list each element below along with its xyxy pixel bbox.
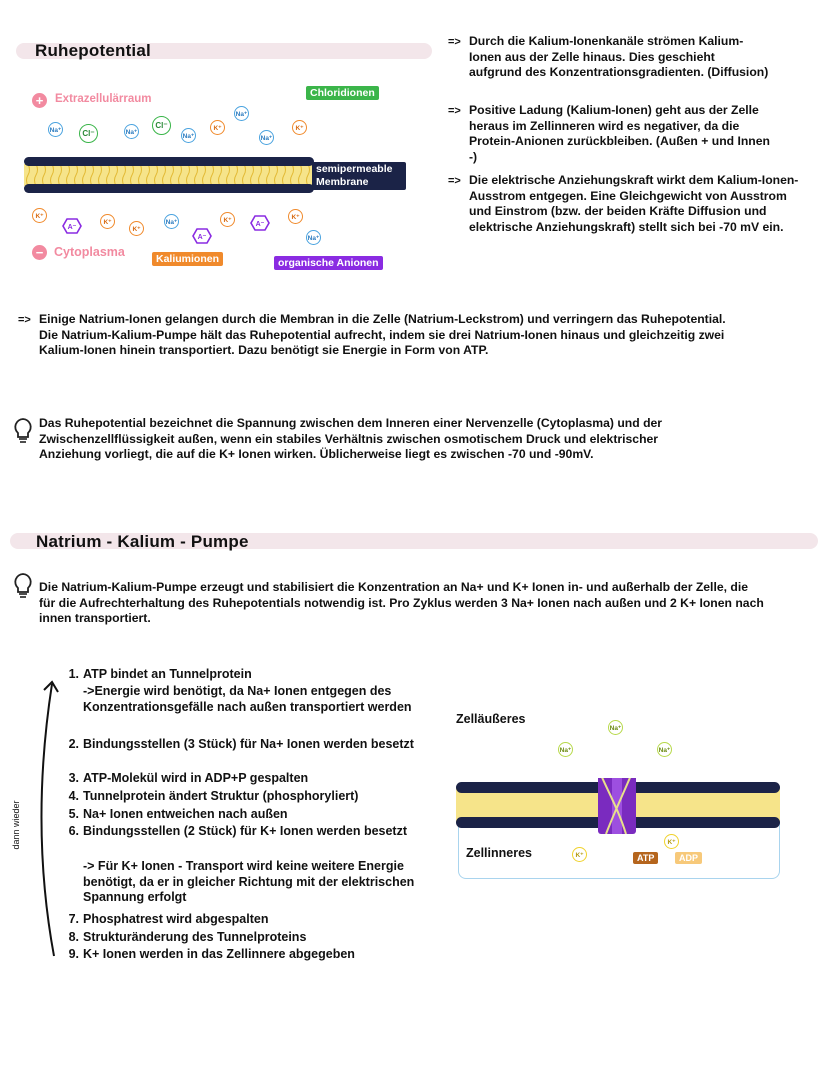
- pump-diagram: [456, 706, 786, 886]
- na-ion: Na⁺: [181, 128, 196, 143]
- k-ion: K⁺: [32, 208, 47, 223]
- definition-ruhepotential: Das Ruhepotential bezeichnet die Spannung zwischen dem Inneren einer Nervenzelle (Cytoplasma) und der Zwischenzellflüssigkeit außen, wenn ein stabiles Verhältnis zwischen osmotischem Druck und elektrischer Anziehung vorliegt, die auf die K+ Ionen wirken. Üblicherweise liegt es zwischen -70 und -90mV.: [39, 416, 663, 461]
- pump-membrane: [456, 778, 780, 834]
- arrow-marker: =>: [448, 36, 461, 48]
- point-text: Durch die Kalium-Ionenkanäle strömen Kalium-Ionen aus der Zelle hinaus. Dies geschieht aufgrund des Konzentrationsgradienten. (Diffusion): [469, 34, 769, 79]
- cytoplasma-label: Cytoplasma: [54, 245, 125, 259]
- section-title-pumpe: Natrium - Kalium - Pumpe: [36, 532, 249, 551]
- k-ion: K⁺: [664, 834, 679, 849]
- inside-label: Zellinneres: [466, 846, 532, 860]
- outside-label: Zelläußeres: [456, 712, 526, 726]
- minus-icon: −: [32, 245, 47, 260]
- na-ion: Na⁺: [124, 124, 139, 139]
- membrane-tag: semipermeable Membrane: [312, 162, 406, 190]
- na-ion: Na⁺: [164, 214, 179, 229]
- k-ion: K⁺: [210, 120, 225, 135]
- k-ion: K⁺: [100, 214, 115, 229]
- loop-label: dann wieder: [11, 800, 21, 850]
- membrane-bilayer: [24, 154, 314, 196]
- step-item: 2. Bindungsstellen (3 Stück) für Na+ Ionen werden besetzt: [68, 737, 414, 751]
- chlorid-tag: Chloridionen: [306, 86, 379, 100]
- section-title-ruhepotential: Ruhepotential: [35, 41, 151, 60]
- anion-icon: [250, 215, 270, 231]
- anion-icon: [62, 218, 82, 234]
- cl-ion: Cl⁻: [79, 124, 98, 143]
- definition-pumpe: Die Natrium-Kalium-Pumpe erzeugt und stabilisiert die Konzentration an Na+ und K+ Ionen in- und außerhalb der Zelle, die für die Aufrechterhaltung des Ruhepotentials notwendig ist. Pro Zyklus werden 3 Na+ Ionen nach außen und 2 K+ Ionen nach innen transportiert.: [39, 580, 764, 625]
- k-ion: K⁺: [292, 120, 307, 135]
- na-ion: Na⁺: [234, 106, 249, 121]
- point-text: Die elektrische Anziehungskraft wirkt dem Kalium-Ionen-Ausstrom entgegen. Eine Gleichgewicht von Ausstrom und Einstrom (bzw. der beiden Kräfte Diffusion und elektrische Anziehungskraft) stellt sich bei -70 mV ein.: [469, 173, 799, 234]
- svg-text:A⁻: A⁻: [67, 224, 77, 231]
- adp-tag: ADP: [675, 852, 702, 864]
- svg-text:A⁻: A⁻: [197, 234, 207, 241]
- na-ion: Na⁺: [259, 130, 274, 145]
- step-item: 8. Strukturänderung des Tunnelproteins: [68, 930, 307, 944]
- step-item: 5. Na+ Ionen entweichen nach außen: [68, 807, 288, 821]
- k-ion: K⁺: [220, 212, 235, 227]
- step-item: 6. Bindungsstellen (2 Stück) für K+ Ionen werden besetzt: [68, 824, 408, 838]
- na-ion: Na⁺: [48, 122, 63, 137]
- cl-ion: Cl⁻: [152, 116, 171, 135]
- arrow-marker: =>: [18, 314, 31, 326]
- anionen-tag: organische Anionen: [274, 256, 383, 270]
- na-ion: Na⁺: [608, 720, 623, 735]
- na-ion: Na⁺: [558, 742, 573, 757]
- step-item: 9. K+ Ionen werden in das Zellinnere abgegeben: [68, 947, 355, 961]
- kalium-tag: Kaliumionen: [152, 252, 223, 266]
- na-ion: Na⁺: [657, 742, 672, 757]
- step-item: 1. ATP bindet an Tunnelprotein: [68, 667, 252, 681]
- k-ion: K⁺: [288, 209, 303, 224]
- k-ion: K⁺: [129, 221, 144, 236]
- arrow-marker: =>: [448, 105, 461, 117]
- step-item: ->Energie wird benötigt, da Na+ Ionen entgegen des Konzentrationsgefälle nach außen transportiert werden: [83, 684, 412, 714]
- step-item: -> Für K+ Ionen - Transport wird keine weitere Energie benötigt, da er in gleicher Richtung mit der elektrischen Spannung erfolgt: [83, 859, 415, 904]
- step-item: 7. Phosphatrest wird abgespalten: [68, 912, 269, 926]
- point-text: Positive Ladung (Kalium-Ionen) geht aus der Zelle heraus im Zellinneren wird es negativer, da die Protein-Anionen zurückbleiben. (Außen + und Innen -): [469, 103, 770, 164]
- anion-icon: [192, 228, 212, 244]
- leckstrom-text: Einige Natrium-Ionen gelangen durch die Membran in die Zelle (Natrium-Leckstrom) und verringern das Ruhepotential. Die Natrium-Kalium-Pumpe hält das Ruhepotential aufrecht, indem sie drei Natrium-Ionen hinaus und gleichzeitig zwei Kalium-Ionen hinein transportiert. Dazu benötigt sie Energie in Form von ATP.: [39, 312, 726, 357]
- plus-icon: +: [32, 93, 47, 108]
- membrane-diagram: [24, 84, 444, 274]
- extrazellulaer-label: Extrazellulärraum: [55, 93, 152, 105]
- step-item: 3. ATP-Molekül wird in ADP+P gespalten: [68, 771, 309, 785]
- atp-tag: ATP: [633, 852, 658, 864]
- lightbulb-icon: [12, 572, 34, 598]
- step-item: 4. Tunnelprotein ändert Struktur (phosphoryliert): [68, 789, 359, 803]
- svg-text:A⁻: A⁻: [255, 221, 265, 228]
- na-ion: Na⁺: [306, 230, 321, 245]
- k-ion: K⁺: [572, 847, 587, 862]
- lightbulb-icon: [12, 417, 34, 443]
- arrow-marker: =>: [448, 175, 461, 187]
